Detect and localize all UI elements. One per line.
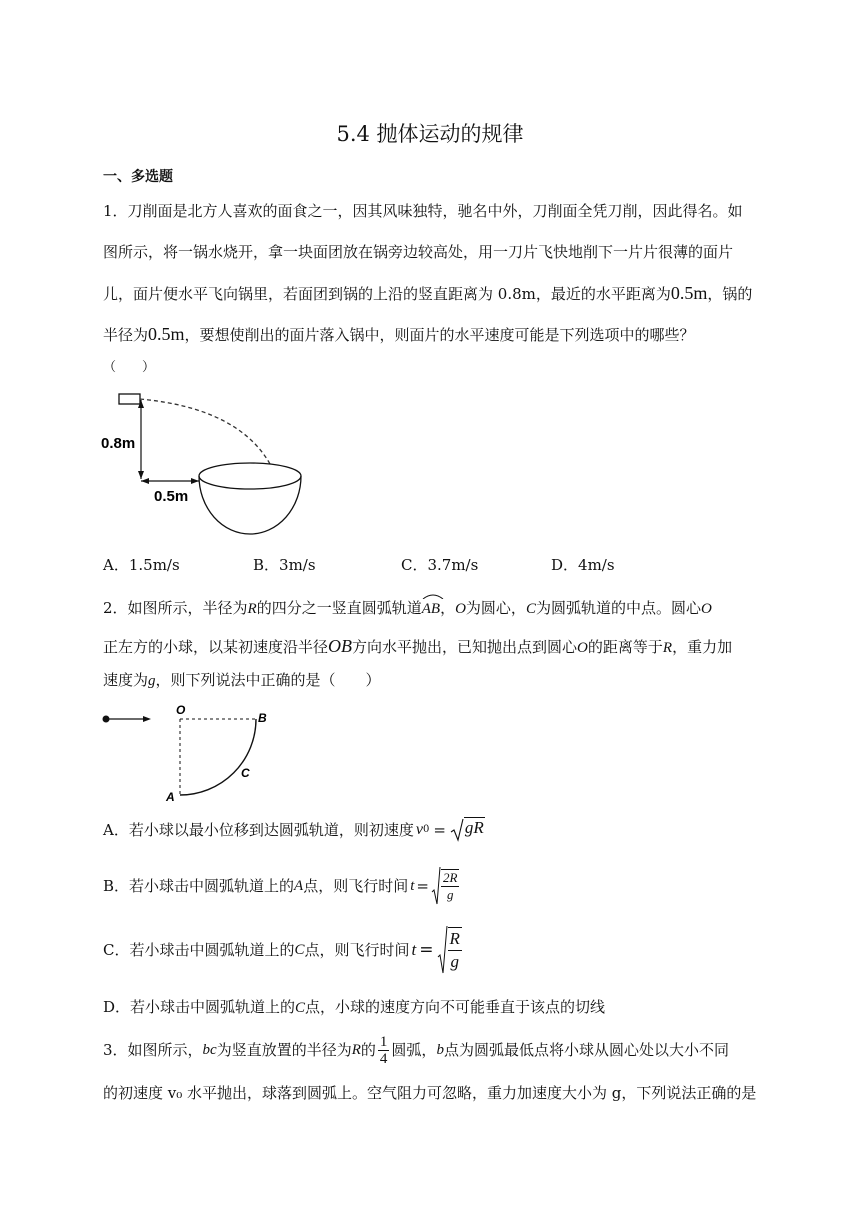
q3-line-1 xyxy=(103,1030,729,1070)
q2-text: 正左方的小球，以某初速度沿半径 xyxy=(103,638,329,656)
q2-option-a[interactable] xyxy=(103,818,485,842)
math-var: C xyxy=(295,1000,306,1016)
q1-figure xyxy=(98,388,318,540)
q3-var: bc xyxy=(202,1042,217,1058)
q2-option-b[interactable] xyxy=(103,866,459,906)
point-a-label: A xyxy=(166,790,175,804)
q1-line-3 xyxy=(103,283,752,304)
q1-answer-bracket: （ ） xyxy=(103,360,156,375)
q1-line-3-text: 儿，面片便水平飞向锅里，若面团到锅的上沿的竖直距离为 0.8m，最近的水平距离为 xyxy=(103,285,671,303)
math-var: t xyxy=(411,940,417,959)
q1-line-4 xyxy=(103,324,695,345)
q2-option-c-text: C．若小球击中圆弧轨道上的 xyxy=(103,941,295,959)
page-title: 5.4 抛体运动的规律 xyxy=(336,122,524,146)
q2-option-d-text: D．若小球击中圆弧轨道上的 xyxy=(103,998,296,1016)
q2-option-b-text: 点，则飞行时间 xyxy=(303,877,409,895)
q2-option-c[interactable] xyxy=(103,925,462,975)
q2-text: 方向水平抛出，已知抛出点到圆心 xyxy=(352,638,578,656)
q1-value-distance: 0.5m xyxy=(670,283,708,303)
q2-line-1 xyxy=(103,595,712,619)
q2-var: R xyxy=(662,640,673,656)
arc-track xyxy=(180,719,256,795)
point-c-label: C xyxy=(241,766,250,780)
q2-text: 为圆心， xyxy=(465,599,526,617)
q2-var: O xyxy=(455,601,466,617)
point-b-label: B xyxy=(258,711,267,725)
q2-option-d[interactable] xyxy=(103,997,605,1018)
q3-text: 点为圆弧最低点将小球从圆心处以大小不同 xyxy=(443,1041,729,1059)
q2-text: ，重力加 xyxy=(672,638,733,656)
q2-var: OB xyxy=(328,636,353,656)
q3-var: b xyxy=(436,1042,444,1058)
q2-option-c-text: 点，则飞行时间 xyxy=(304,941,410,959)
q2-figure xyxy=(98,700,278,805)
q3-text: 为竖直放置的半径为 xyxy=(216,1041,352,1059)
q3-text: 3．如图所示， xyxy=(103,1041,203,1059)
q2-var: C xyxy=(525,601,536,617)
q1-line-4-tail: ，要想使削出的面片落入锅中，则面片的水平速度可能是下列选项中的哪些？ xyxy=(184,326,695,344)
q3-var: R xyxy=(351,1042,361,1058)
q3-line-2: 的初速度 v₀ 水平抛出，球落到圆弧上。空气阻力可忽略，重力加速度大小为 g，下列说法正确的是 xyxy=(103,1084,757,1102)
q2-line-3 xyxy=(103,670,381,691)
math-eq: = xyxy=(433,821,446,839)
q2-text: 为圆弧轨道的中点。圆心 xyxy=(535,599,701,617)
q2-var: O xyxy=(700,601,712,617)
sqrt-fraction: $\frac{R}{g}$ xyxy=(437,925,462,975)
math-eq: = xyxy=(419,940,434,960)
q3-text: 圆弧， xyxy=(391,1041,437,1059)
q1-line-4-text: 半径为 xyxy=(103,326,149,344)
q1-option-d[interactable]: D．4m/s xyxy=(551,556,615,574)
math-eq: = xyxy=(416,877,429,895)
ball xyxy=(103,716,110,723)
q2-text: 2．如图所示，半径为 xyxy=(103,599,248,617)
q1-option-b[interactable]: B．3m/s xyxy=(253,556,316,574)
q2-option-b-text: B．若小球击中圆弧轨道上的 xyxy=(103,877,295,895)
dough-block xyxy=(119,394,140,404)
q1-option-a[interactable]: A．1.5m/s xyxy=(103,556,180,574)
height-label: 0.8m xyxy=(101,435,136,452)
q1-line-3-tail: ，锅的 xyxy=(707,285,753,303)
q2-text: ，则下列说法中正确的是（ ） xyxy=(155,671,381,689)
q2-arc-label: AB xyxy=(422,595,440,619)
q2-var: g xyxy=(148,673,156,689)
math-var: v xyxy=(415,821,423,838)
math-var: A xyxy=(294,878,304,894)
q2-option-a-text: A．若小球以最小位移到达圆弧轨道，则初速度 xyxy=(103,821,414,839)
q2-var: R xyxy=(247,601,257,617)
q1-line-2: 图所示，将一锅水烧开，拿一块面团放在锅旁边较高处，用一刀片飞快地削下一片片很薄的面片 xyxy=(103,243,734,261)
q2-text: 速度为 xyxy=(103,671,149,689)
section-heading: 一、多选题 xyxy=(103,169,173,185)
trajectory-path xyxy=(140,399,270,464)
width-label: 0.5m xyxy=(154,488,189,505)
q2-var: O xyxy=(577,640,588,656)
q1-option-c[interactable]: C．3.7m/s xyxy=(401,556,479,574)
math-sub: 0 xyxy=(422,824,430,835)
q2-text: 的四分之一竖直圆弧轨道 xyxy=(256,599,422,617)
q3-text: 的 xyxy=(360,1041,376,1059)
math-var: C xyxy=(294,942,305,958)
sqrt-fraction: $\frac{2R}{g}$ xyxy=(431,866,459,906)
q2-text: 的距离等于 xyxy=(587,638,663,656)
bowl-rim xyxy=(199,463,301,489)
q2-option-d-text: 点，小球的速度方向不可能垂直于该点的切线 xyxy=(305,998,606,1016)
q2-line-2 xyxy=(103,636,732,658)
q1-value-radius: 0.5m xyxy=(148,324,185,344)
point-o-label: O xyxy=(176,703,186,717)
math-var: t xyxy=(410,878,415,894)
q2-text: ， xyxy=(440,599,456,617)
q3-fraction: $\frac{1}{4}$ xyxy=(379,1033,388,1067)
q1-line-1: 1．刀削面是北方人喜欢的面食之一，因其风味独特，驰名中外，刀削面全凭刀削，因此得名。如 xyxy=(103,202,743,220)
sqrt-expression: gR xyxy=(450,818,485,842)
